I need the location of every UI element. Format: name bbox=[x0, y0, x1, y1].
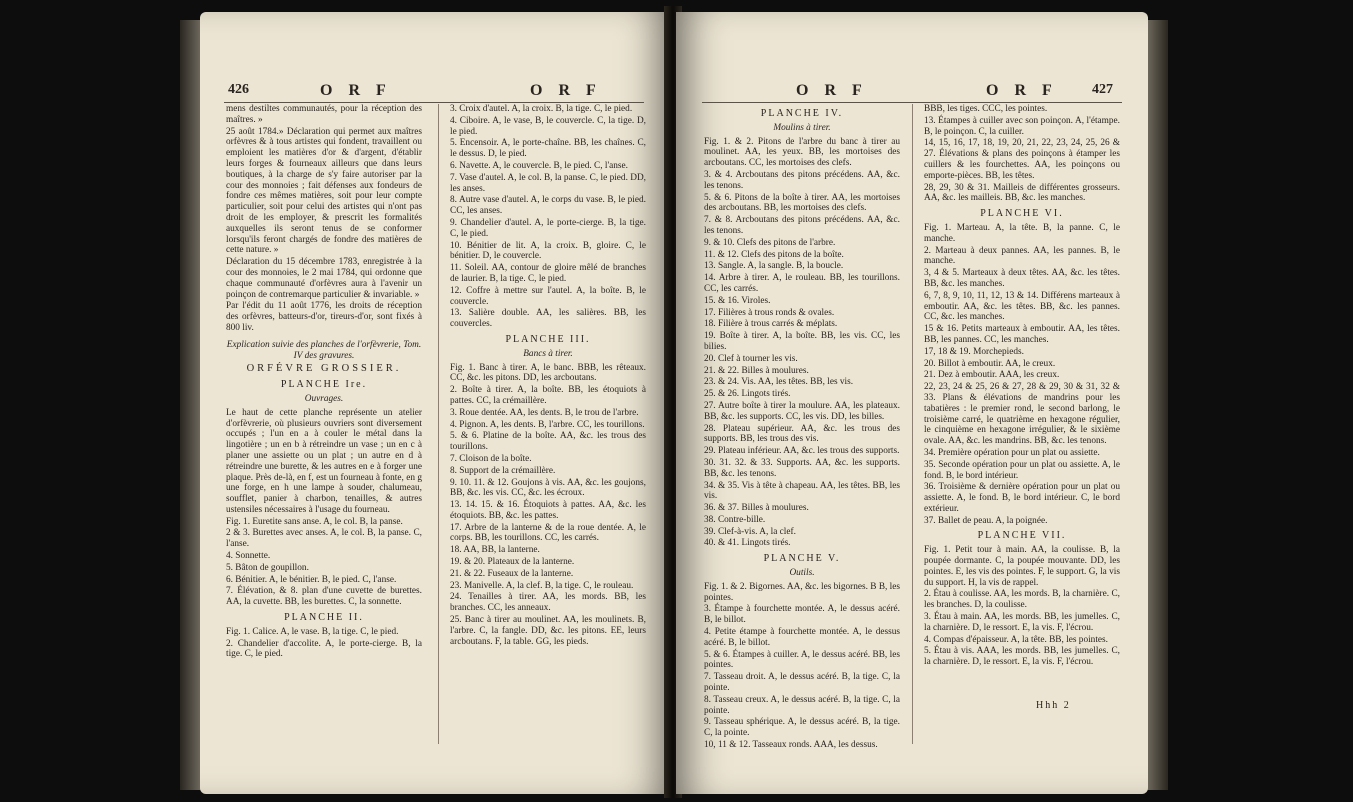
list-item: 34. & 35. Vis à tête à chapeau. AA, les têtes. BB, les vis. bbox=[704, 480, 900, 502]
list-item: 3. Roue dentée. AA, les dents. B, le trou de l'arbre. bbox=[450, 407, 639, 418]
running-head-right-2: O R F bbox=[986, 82, 1058, 99]
list-item: 10, 11 & 12. Tasseaux ronds. AAA, les dessus. bbox=[704, 740, 878, 751]
planche-heading: PLANCHE Ire. bbox=[280, 379, 368, 391]
list-item: Fig. 1. Banc à tirer. A, le banc. BBB, les rêteaux. CC, &c. les pitons. DD, les arcboutans. bbox=[450, 362, 646, 384]
subheading: Moulins à tirer. bbox=[773, 122, 831, 133]
list-item: 3. Croix d'autel. A, la croix. B, la tige. C, le pied. bbox=[450, 104, 633, 114]
list-item: 5. & 6. Pitons de la boîte à tirer. AA, les mortoises des arcboutans. BB, les mortoises des clefs. bbox=[704, 192, 900, 214]
list-item: 29. Plateau inférieur. AA, &c. les trous des supports. bbox=[704, 446, 900, 457]
list-item: 28, 29, 30 & 31. Mailleis de différentes grosseurs. AA, &c. les mailleis. BB, &c. les manches. bbox=[924, 182, 1120, 204]
list-item: 34. Première opération pour un plat ou assiette. bbox=[924, 447, 1100, 458]
list-item: 3, 4 & 5. Marteaux à deux têtes. AA, &c. les têtes. BB, &c. les manches. bbox=[924, 268, 1120, 289]
list-item: 12. Coffre à mettre sur l'autel. A, la boîte. B, le couvercle. bbox=[450, 285, 646, 307]
list-item: 39. Clef-à-vis. A, la clef. bbox=[704, 526, 796, 537]
list-item: 22, 23, 24 & 25, 26 & 27, 28 & 29, 30 & 31, 32 & 33. Plans & élévations de mandrins pour les tabatières : le premier rond, le second barlong, le troisième carré, le quatrième en hexagone régulier, le cinquième en hexagone irrégulier, & le sixième ovale. AA, &c. les mandrins. BB, &c. les tenons. bbox=[924, 382, 1120, 447]
list-item: 2. Chandelier d'accolite. A, le porte-cierge. B, la tige. C, le pied. bbox=[226, 638, 422, 660]
list-item: 9. Tasseau sphérique. A, le dessus acéré. B, la tige. C, la pointe. bbox=[704, 717, 900, 739]
subheading: Ouvrages. bbox=[304, 393, 344, 404]
planche-heading: PLANCHE II. bbox=[284, 612, 364, 624]
column-divider-left bbox=[438, 104, 439, 744]
list-item: 8. Autre vase d'autel. A, le corps du vase. B, le pied. CC, les anses. bbox=[450, 195, 646, 217]
list-item: 28. Plateau supérieur. AA, &c. les trous des supports. BB, les trous des vis. bbox=[704, 423, 900, 445]
list-item: 13. Étampes à cuiller avec son poinçon. A, l'étampe. B, le poinçon. C, la cuiller. bbox=[924, 115, 1120, 137]
list-item: 9. Chandelier d'autel. A, le porte-cierge. B, la tige. C, le pied. bbox=[450, 217, 646, 239]
section-title: ORFÉVRE GROSSIER. bbox=[246, 363, 402, 375]
list-item: 17, 18 & 19. Morchepieds. bbox=[924, 346, 1024, 357]
list-item: 18. Filière à trous carrés & méplats. bbox=[704, 319, 838, 330]
list-item: 4. Sonnette. bbox=[226, 551, 271, 562]
list-item: 20. Billot à emboutir. AA, le creux. bbox=[924, 358, 1056, 369]
running-head-left-1: O R F bbox=[320, 82, 392, 99]
list-item: 35. Seconde opération pour un plat ou assiette. A, le fond. B, le bord intérieur. bbox=[924, 459, 1120, 481]
planche-heading: PLANCHE IV. bbox=[760, 108, 844, 119]
list-item: 4. Ciboire. A, le vase, B, le couvercle. C, la tige. D, le pied. bbox=[450, 115, 646, 137]
list-item: 19. Boîte à tirer. A, la boîte. BB, les vis. CC, les bilies. bbox=[704, 331, 900, 352]
list-item: 27. Autre boîte à tirer la moulure. AA, les plateaux. BB, &c. les supports. CC, les vis. DD, les billes. bbox=[704, 400, 900, 422]
list-item: 5. & 6. Platine de la boîte. AA, &c. les trous des tourillons. bbox=[450, 431, 646, 453]
list-item: 7. & 8. Arcboutans des pitons précédens. AA, &c. les tenons. bbox=[704, 215, 900, 236]
list-item: 24. Tenailles à tirer. AA, les mords. BB, les branches. CC, les anneaux. bbox=[450, 592, 646, 614]
list-item: 13. 14. 15. & 16. Étoquiots à pattes. AA, &c. les étoquiots. BB, &c. les pattes. bbox=[450, 500, 646, 521]
list-item: 10. Bénitier de lit. A, la croix. B, gloire. C, le bénitier. D, le couvercle. bbox=[450, 240, 646, 262]
planche-heading: PLANCHE V. bbox=[763, 553, 841, 565]
paragraph: Déclaration du 15 décembre 1783, enregistrée à la cour des monnoies, le 2 mai 1784, qui ordonne que chaque communauté d'orfèvres aura à l'avenir un poinçon de contremarque particulier & invariable. » bbox=[226, 257, 422, 300]
list-item: 15. & 16. Viroles. bbox=[704, 295, 771, 306]
right-page bbox=[676, 12, 1148, 794]
list-item: 21. & 22. Billes à moulures. bbox=[704, 365, 809, 376]
page-number-right: 427 bbox=[1092, 82, 1113, 97]
list-item: 2 & 3. Burettes avec anses. A, le col. B, la panse. C, l'anse. bbox=[226, 528, 422, 550]
list-item: 38. Contre-bille. bbox=[704, 514, 766, 525]
list-item: 15 & 16. Petits marteaux à emboutir. AA, les têtes. BB, les pannes. CC, les manches. bbox=[924, 324, 1120, 345]
list-item: Fig. 1. & 2. Bigornes. AA, &c. les bigornes. B B, les pointes. bbox=[704, 581, 901, 603]
list-item: 6. Navette. A, le couvercle. B, le pied. C, l'anse. bbox=[450, 160, 629, 171]
list-item: 9. & 10. Clefs des pitons de l'arbre. bbox=[704, 237, 836, 248]
list-item: 3. & 4. Arcboutans des pitons précédens. AA, &c. les tenons. bbox=[704, 169, 900, 191]
list-item: 5. Bâton de goupillon. bbox=[226, 562, 309, 573]
column-1 bbox=[226, 104, 422, 661]
header-rule-left bbox=[224, 102, 644, 103]
list-item: Fig. 1. & 2. Pitons de l'arbre du banc à tirer au moulinet. AA, les yeux. BB, les mortoises des arcboutans. CC, les mortoises des clefs. bbox=[704, 136, 900, 169]
list-item: 9. 10. 11. & 12. Goujons à vis. AA, &c. les goujons, BB, &c. les vis. CC, &c. les écroux. bbox=[450, 477, 646, 499]
list-item: BBB, les tiges. CCC, les pointes. bbox=[924, 104, 1048, 114]
list-item: 3. Étau à main. AA, les mords. BB, les jumelles. C, la charnière. D, le ressort. E, la vis. F, l'écrou. bbox=[924, 612, 1120, 633]
list-item: 5. & 6. Étampes à cuiller. A, le dessus acéré. BB, les pointes. bbox=[704, 649, 900, 671]
list-item: 23. Manivelle. A, la clef. B, la tige. C, le rouleau. bbox=[450, 580, 634, 591]
planche-heading: PLANCHE III. bbox=[505, 333, 591, 345]
column-2 bbox=[450, 104, 646, 648]
running-head-left-2: O R F bbox=[530, 82, 602, 99]
list-item: 14. Arbre à tirer. A, le rouleau. BB, les tourillons. CC, les carrés. bbox=[704, 273, 900, 294]
list-item: 6. Bénitier. A, le bénitier. B, le pied. C, l'anse. bbox=[226, 574, 397, 585]
list-item: 18. AA, BB, la lanterne. bbox=[450, 545, 540, 556]
list-item: 19. & 20. Plateaux de la lanterne. bbox=[450, 557, 575, 568]
list-item: 25. Banc à tirer au moulinet. AA, les moulinets. B, l'arbre. C, la fangle. DD, &c. les pitons. EE, leurs arcboutans. F, la table. GG, les pieds. bbox=[450, 615, 646, 647]
list-item: 7. Élévation, & 8. plan d'une cuvette de burettes. AA, la cuvette. BB, les burettes. C, la sonnette. bbox=[226, 586, 422, 608]
list-item: 36. & 37. Billes à moulures. bbox=[704, 503, 809, 514]
signature-mark: Hhh 2 bbox=[1036, 700, 1071, 711]
list-item: 2. Étau à coulisse. AA, les mords. B, la charnière. C, les branches. D, la coulisse. bbox=[924, 589, 1120, 611]
list-item: Fig. 1. Calice. A, le vase. B, la tige. C, le pied. bbox=[226, 626, 399, 637]
list-item: 5. Étau à vis. AAA, les mords. BB, les jumelles. C, la charnière. D, le ressort. E, la vis. F, l'écrou. bbox=[924, 646, 1120, 668]
running-head-right-1: O R F bbox=[796, 82, 868, 99]
left-page bbox=[200, 12, 670, 794]
list-item: 21. Dez à emboutir. AAA, les creux. bbox=[924, 370, 1060, 381]
subheading: Bancs à tirer. bbox=[523, 348, 573, 359]
column-3 bbox=[704, 104, 900, 752]
list-item: 4. Compas d'épaisseur. A, la tête. BB, les pointes. bbox=[924, 634, 1108, 645]
paragraph: 25 août 1784.» Déclaration qui permet aux maîtres orfèvres & à tous artistes qui fondent, travaillent ou emploient les matières d'or & d'argent, d'établir leurs forges & fourneaux ailleurs que dans leurs boutiques, à la charge de s'y faire autoriser par la cour des monnoies ; fait défenses aux fondeurs de fondre ces mêmes matières, soit pour leur compte particulier, soit pour celui des artistes qui n'ont pas droit de les employer, & prescrit les formalités auxquelles ils seront tenus de se conformer lorsqu'ils feront chargés de fondre des matières de cette nature. » bbox=[226, 126, 422, 256]
column-divider-right bbox=[912, 104, 913, 744]
list-item: 13. Sangle. A, la sangle. B, la boucle. bbox=[704, 261, 844, 272]
list-item: 6, 7, 8, 9, 10, 11, 12, 13 & 14. Différens marteaux à emboutir. AA, &c. les têtes. BB, &c. les pannes. CC, &c. les manches. bbox=[924, 290, 1120, 323]
list-item: 11. Soleil. AA, contour de gloire mêlé de branches de laurier. B, la tige. C, le pied. bbox=[450, 263, 646, 284]
list-item: 2. Boîte à tirer. A, la boîte. BB, les étoquiots à pattes. CC, la crémaillère. bbox=[450, 385, 646, 406]
list-item: 2. Marteau à deux pannes. AA, les pannes. B, le manche. bbox=[924, 245, 1120, 267]
list-item: 17. Filières à trous ronds & ovales. bbox=[704, 307, 835, 318]
list-item: Fig. 1. Euretite sans anse. A, le col. B, la panse. bbox=[226, 516, 403, 527]
column-4 bbox=[924, 104, 1120, 669]
list-item: 4. Pignon. A, les dents. B, l'arbre. CC, les tourillons. bbox=[450, 419, 645, 430]
list-item: 17. Arbre de la lanterne & de la roue dentée. A, le corps. BB, les tourillons. CC, les carrés. bbox=[450, 522, 646, 544]
list-item: 7. Vase d'autel. A, le col. B, la panse. C, le pied. DD, les anses. bbox=[450, 172, 646, 194]
planche-heading: PLANCHE VI. bbox=[980, 208, 1064, 220]
paragraph: Par l'édit du 11 août 1776, les droits de réception des orfèvres, batteurs-d'or, tireurs-d'or, sont fixés à 800 liv. bbox=[226, 301, 422, 333]
list-item: 14, 15, 16, 17, 18, 19, 20, 21, 22, 23, 24, 25, 26 & 27. Élévations & plans des poinçons à étamper les cuillers & les fourchettes. AA, les poinçons ou emporte-pièces. BB, les têtes. bbox=[924, 138, 1120, 181]
list-item: 13. Salière double. AA, les salières. BB, les couvercles. bbox=[450, 308, 646, 330]
list-item: 21. & 22. Fuseaux de la lanterne. bbox=[450, 568, 574, 579]
page-number-left: 426 bbox=[228, 82, 249, 97]
paragraph: mens destiltes communautés, pour la réception des maîtres. » bbox=[226, 104, 422, 125]
list-item: 36. Troisième & dernière opération pour un plat ou assiette. A, le fond. B, le bord intérieur. C, le bord extérieur. bbox=[924, 482, 1120, 514]
list-item: 40. & 41. Lingots tirés. bbox=[704, 538, 791, 549]
list-item: 7. Cloison de la boîte. bbox=[450, 453, 532, 464]
list-item: 37. Ballet de peau. A, la poignée. bbox=[924, 515, 1048, 526]
list-item: 30. 31. 32. & 33. Supports. AA, &c. les supports. BB, &c. les tenons. bbox=[704, 457, 900, 479]
list-item: 5. Encensoir. A, le porte-chaîne. BB, les chaînes. C, le dessus. D, le pied. bbox=[450, 138, 646, 160]
header-rule-right bbox=[702, 102, 1122, 103]
list-item: 3. Étampe à fourchette montée. A, le dessus acéré. B, le billot. bbox=[704, 604, 900, 626]
list-item: 8. Tasseau creux. A, le dessus acéré. B, la tige. C, la pointe. bbox=[704, 694, 900, 716]
list-item: 11. & 12. Clefs des pitons de la boîte. bbox=[704, 249, 844, 260]
list-item: 8. Support de la crémaillère. bbox=[450, 465, 556, 476]
list-item: 20. Clef à tourner les vis. bbox=[704, 353, 798, 364]
explication-heading: Explication suivie des planches de l'orfèvrerie, Tom. IV des gravures. bbox=[226, 339, 422, 361]
list-item: 4. Petite étampe à fourchette montée. A, le dessus acéré. B, le billot. bbox=[704, 627, 900, 648]
list-item: 7. Tasseau droit. A, le dessus acéré. B, la tige. C, la pointe. bbox=[704, 672, 900, 694]
planche-heading: PLANCHE VII. bbox=[977, 530, 1067, 542]
list-item: Fig. 1. Marteau. A, la tête. B, la panne. C, le manche. bbox=[924, 222, 1120, 244]
subheading: Outils. bbox=[789, 568, 815, 579]
paragraph: Le haut de cette planche représente un atelier d'orfèvrerie, où plusieurs ouvriers sont diversement occupés ; l'un en a à couler le métal dans la lingotière ; un en b à rétreindre un vase ; un en c à planer une assiette ou un plat ; un autre en d à rétreindre une burette, & les autres en e à forger une plaque. Près de-là, en f, est un fourneau à fonte, en g une forge, en h une lampe à souder, chalumeau, soufflet, panier à charbon, tenailles, & autres ustensiles nécessaires à l'usage du fourneau. bbox=[226, 407, 422, 515]
list-item: Fig. 1. Petit tour à main. AA, la coulisse. B, la poupée dormante. C, la poupée mouvante. DD, les pointes. E, les vis des pointes. F, le support. G, la vis du support. H, la vis de rappel. bbox=[924, 545, 1120, 588]
list-item: 25. & 26. Lingots tirés. bbox=[704, 389, 791, 400]
list-item: 23. & 24. Vis. AA, les têtes. BB, les vis. bbox=[704, 377, 854, 388]
